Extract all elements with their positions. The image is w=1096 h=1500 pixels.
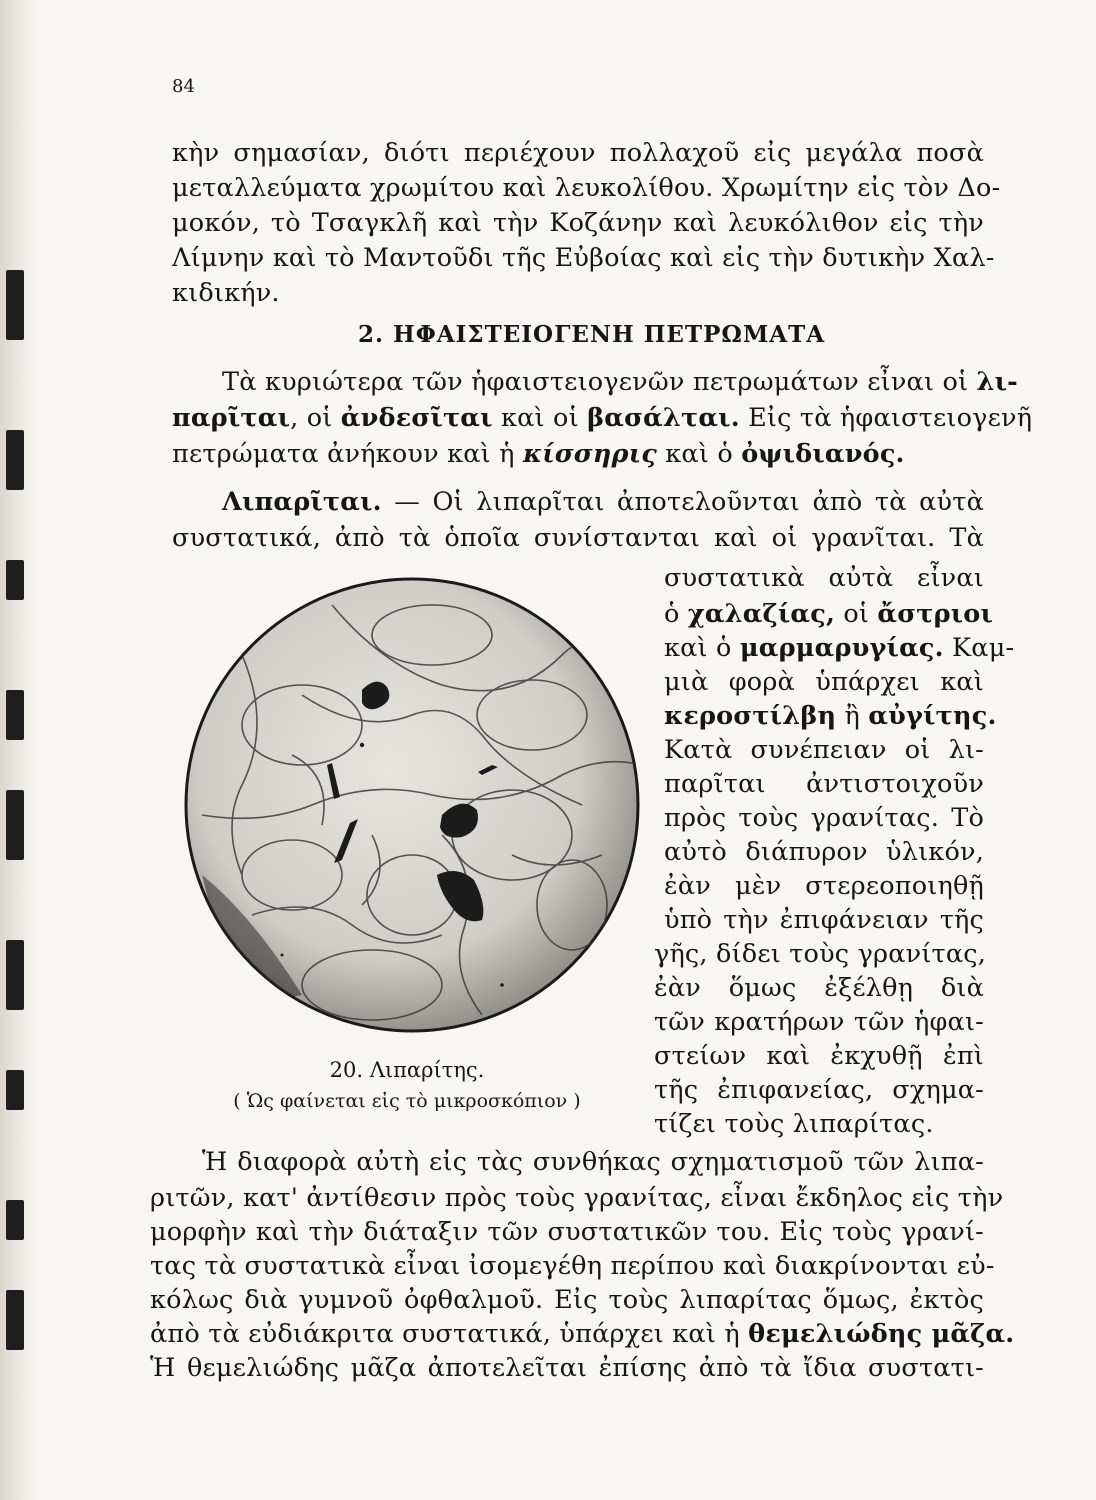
- spine-mark: [6, 1200, 24, 1240]
- term-bold: παρῖται: [172, 403, 291, 433]
- text-line: [172, 439, 905, 469]
- text-line: στείων καὶ ἐκχυθῇ ἐπὶ: [654, 1041, 984, 1071]
- spine-mark: [6, 270, 24, 340]
- text-line: [664, 599, 994, 629]
- text-line: Λίμνην καὶ τὸ Μαντοῦδι τῆς Εὐβοίας καὶ εἰς τὴν δυτικὴν Χαλ-: [172, 243, 995, 273]
- text-line: μοκόν, τὸ Τσαγκλῆ καὶ τὴν Κοζάνην καὶ λευκόλιθον εἰς τὴν: [172, 208, 984, 238]
- term-bold-italic: κίσσηρις: [522, 439, 657, 469]
- text-line: [664, 633, 1015, 663]
- figure-number: 20.: [329, 1058, 364, 1082]
- text-line: μιὰ φορὰ ὑπάρχει καὶ: [664, 667, 984, 697]
- text-run: ὁ: [664, 599, 688, 629]
- text-line: Ἡ διαφορὰ αὐτὴ εἰς τὰς συνθήκας σχηματισμοῦ τῶν λιπα-: [202, 1147, 984, 1177]
- text-line: ὑπὸ τὴν ἐπιφάνειαν τῆς: [664, 905, 984, 935]
- text-line: κιδικήν.: [172, 278, 280, 308]
- text-line: πρὸς τοὺς γρανίτας. Τὸ: [664, 803, 984, 833]
- text-line: τῆς ἐπιφανείας, σχημα-: [654, 1075, 984, 1105]
- text-line: Ἡ θεμελιώδης μᾶζα ἀποτελεῖται ἐπίσης ἀπὸ τὰ ἴδια συστατι-: [150, 1353, 984, 1383]
- book-spine-shadow: [0, 0, 38, 1500]
- spine-mark: [6, 940, 24, 1010]
- text-run: καὶ ὁ: [664, 633, 740, 663]
- term-bold: ἀνδεσῖται: [340, 403, 493, 433]
- text-run: , οἱ: [290, 403, 341, 433]
- text-run: Καμ-: [943, 633, 1015, 663]
- section-heading: 2. ΗΦΑΙΣΤΕΙΟΓΕΝΗ ΠΕΤΡΩΜΑΤΑ: [358, 321, 826, 348]
- spine-mark: [6, 430, 24, 490]
- text-line: κὴν σημασίαν, διότι περιέχουν πολλαχοῦ εἰς μεγάλα ποσὰ: [172, 138, 984, 168]
- term-bold: αὐγίτης.: [868, 701, 997, 731]
- spine-mark: [6, 790, 24, 860]
- microscope-figure: [182, 575, 642, 1035]
- term-bold: μαρμαρυγίας.: [739, 633, 944, 663]
- term-bold: βασάλται.: [587, 403, 740, 433]
- term-bold: Λιπαρῖται.: [222, 487, 382, 517]
- text-line: γῆς, δίδει τοὺς γρανίτας,: [654, 939, 987, 969]
- text-run: Τὰ κυριώτερα τῶν ἡφαιστειογενῶν πετρωμάτων εἶναι οἱ: [222, 367, 977, 397]
- spine-mark: [6, 560, 24, 600]
- text-line: τας τὰ συστατικὰ εἶναι ἰσομεγέθη περίπου καὶ διακρίνονται εὐ-: [150, 1251, 995, 1281]
- text-line: ἐὰν μὲν στερεοποιηθῇ: [664, 871, 984, 901]
- text-run: πετρώματα ἀνήκουν καὶ ἡ: [172, 439, 523, 469]
- text-line: συστατικὰ αὐτὰ εἶναι: [664, 563, 984, 593]
- spine-mark: [6, 1290, 24, 1350]
- text-line: [664, 701, 997, 731]
- text-line: [172, 403, 1033, 433]
- page-number: 84: [172, 76, 195, 97]
- text-line: Κατὰ συνέπειαν οἱ λι-: [664, 735, 984, 765]
- term-bold: ὀψιδιανός.: [741, 439, 905, 469]
- text-line: τίζει τοὺς λιπαρίτας.: [654, 1109, 934, 1139]
- text-line: [222, 367, 1018, 397]
- text-line: κόλως διὰ γυμνοῦ ὀφθαλμοῦ. Εἰς τοὺς λιπαρίτας ὅμως, ἐκτὸς: [150, 1285, 984, 1315]
- text-line: μεταλλεύματα χρωμίτου καὶ λευκολίθου. Χρωμίτην εἰς τὸν Δο-: [172, 173, 1001, 203]
- term-bold: κεροστίλβη: [664, 701, 837, 731]
- text-run: οἱ: [835, 599, 878, 629]
- text-line: συστατικά, ἀπὸ τὰ ὁποῖα συνίστανται καὶ οἱ γρανῖται. Τὰ: [172, 523, 984, 553]
- text-run: Εἰς τὰ ἡφαιστειογενῆ: [739, 403, 1033, 433]
- microscope-view-image: [182, 575, 642, 1035]
- figure-title: Λιπαρίτης.: [369, 1058, 485, 1082]
- text-line: ριτῶν, κατ' ἀντίθεσιν πρὸς τοὺς γρανίτας, εἶναι ἔκδηλος εἰς τὴν: [150, 1183, 1004, 1213]
- text-run: καὶ οἱ: [492, 403, 588, 433]
- text-run: — Οἱ λιπαρῖται ἀποτελοῦνται ἀπὸ τὰ αὐτὰ: [381, 487, 984, 517]
- text-run: καὶ ὁ: [656, 439, 742, 469]
- text-line: τῶν κρατήρων τῶν ἡφαι-: [654, 1007, 984, 1037]
- text-line: ἐὰν ὅμως ἐξέλθῃ διὰ: [654, 973, 984, 1003]
- term-bold: ἄστριοι: [877, 599, 994, 629]
- text-line: αὐτὸ διάπυρον ὑλικόν,: [664, 837, 984, 867]
- figure-caption: [182, 1058, 632, 1082]
- text-run: ἢ: [836, 701, 869, 731]
- figure-note: ( Ὡς φαίνεται εἰς τὸ μικροσκόπιον ): [233, 1090, 581, 1112]
- text-line: μορφὴν καὶ τὴν διάταξιν τῶν συστατικῶν του. Εἰς τοὺς γρανί-: [150, 1217, 984, 1247]
- text-line: [150, 1319, 1015, 1349]
- term-bold: λι-: [976, 367, 1018, 397]
- text-run: ἀπὸ τὰ εὐδιάκριτα συστατικά, ὑπάρχει καὶ ἡ: [150, 1319, 749, 1349]
- spine-mark: [6, 1070, 24, 1110]
- text-line: [222, 487, 984, 517]
- spine-mark: [6, 690, 24, 740]
- term-bold: χαλαζίας,: [687, 599, 836, 629]
- term-bold: θεμελιώδης μᾶζα.: [748, 1319, 1015, 1349]
- text-line: παρῖται ἀντιστοιχοῦν: [664, 769, 984, 799]
